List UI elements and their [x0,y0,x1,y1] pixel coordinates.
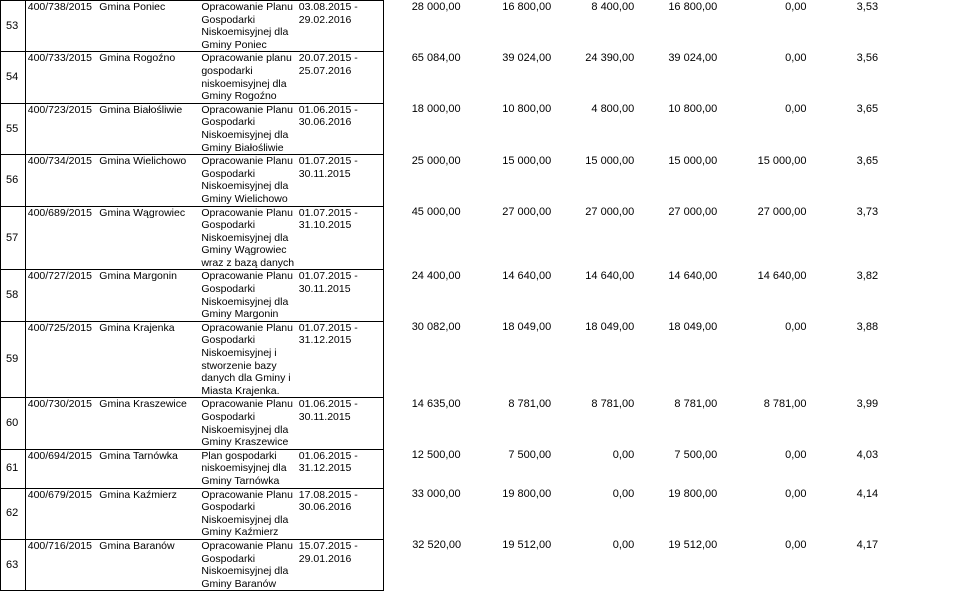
project-title-line: Niskoemisyjnej dla [201,565,289,578]
project-period [297,1,384,52]
project-title-line: niskoemisyjnej dla [201,462,287,475]
project-period [297,488,384,539]
project-title [199,1,296,52]
row-number: 60 [1,398,26,449]
table-row [1,1,960,52]
project-title-line: Gospodarki [201,334,256,347]
project-title-line: Gospodarki [201,116,256,129]
requested-amount: 0,00 [612,539,635,552]
table-row [1,398,960,449]
score: 3,73 [856,206,879,218]
project-title [199,103,296,154]
project-title-line: Niskoemisyjnej i [201,347,277,360]
table-row [1,449,960,488]
project-period-line: 15.07.2015 - [298,539,358,552]
project-title [199,52,296,103]
project-period-line: 03.08.2015 - [298,1,358,13]
grant-amount: 14 640,00 [668,269,718,282]
project-period-line: 01.07.2015 - [298,206,358,219]
score: 4,14 [856,488,879,501]
row-number: 55 [1,103,26,154]
requested-amount: 18 049,00 [585,321,635,334]
project-period [297,270,384,321]
project-period [297,321,384,398]
eligible-cost: 14 640,00 [502,269,552,282]
application-number: 400/727/2015 [25,270,97,321]
project-title-line: Gminy Poniec [201,38,267,51]
eligible-cost: 10 800,00 [502,103,552,116]
project-period-line: 01.07.2015 - [298,321,358,334]
total-cost: 32 520,00 [412,539,462,552]
project-period [297,103,384,154]
application-number: 400/679/2015 [25,488,97,539]
eligible-cost: 39 024,00 [502,51,552,64]
application-number: 400/738/2015 [25,1,97,52]
project-period-line: 31.12.2015 [298,462,352,475]
project-title-line: Gospodarki [201,219,256,232]
project-title-line: Gminy Tarnówka [201,474,280,487]
project-period-line: 01.07.2015 - [298,270,358,283]
loan-amount: 0,00 [785,488,807,501]
project-title-line: Opracowanie Planu [201,539,293,552]
loan-amount: 0,00 [785,51,807,64]
requested-amount: 0,00 [612,449,635,462]
project-title-line: Gminy Białośliwie [201,141,284,154]
project-title [199,321,296,398]
project-period-line: 30.06.2016 [298,501,352,514]
project-title-line: Miasta Krajenka. [201,384,280,397]
project-period-line: 20.07.2015 - [298,52,358,65]
grant-amount: 19 800,00 [668,488,718,501]
loan-amount: 0,00 [785,0,807,13]
requested-amount: 4 800,00 [591,103,635,116]
project-title-line: Gospodarki [201,411,256,423]
table-row [1,488,960,539]
row-number: 61 [1,449,26,488]
total-cost: 30 082,00 [411,321,461,334]
project-period-line: 30.11.2015 [298,411,351,423]
requested-amount: 27 000,00 [585,206,635,218]
loan-amount: 27 000,00 [757,206,807,218]
project-title-line: Gospodarki [201,501,256,514]
project-title-line: Opracowanie Planu [201,1,293,13]
project-title-line: Opracowanie Planu [201,103,293,116]
project-period-line: 31.12.2015 [298,334,352,347]
eligible-cost: 16 800,00 [502,0,552,13]
project-title-line: Gminy Rogoźno [201,90,277,103]
total-cost: 14 635,00 [411,397,461,410]
score: 3,53 [856,0,879,13]
requested-amount: 0,00 [612,488,635,501]
row-number: 57 [1,206,26,270]
table-row [1,321,960,398]
loan-amount: 8 781,00 [763,397,807,410]
eligible-cost: 8 781,00 [508,397,552,410]
project-title-line: Gminy Kraszewice [201,436,289,449]
requested-amount: 8 400,00 [591,0,635,13]
requested-amount: 24 390,00 [585,51,635,64]
applicant-name: Gmina Rogoźno [97,52,199,103]
grant-amount: 19 512,00 [668,539,718,552]
score: 3,56 [856,51,879,64]
project-title-line: Niskoemisyjnej dla [201,26,289,39]
project-title [199,270,296,321]
project-period-line: 25.07.2016 [298,64,352,77]
row-number: 58 [1,270,26,321]
project-title-line: Gospodarki [201,283,256,296]
project-title-line: gospodarki [201,64,253,77]
grant-amount: 16 800,00 [668,0,718,13]
score: 3,65 [856,103,879,116]
project-title-line: wraz z bazą danych [201,256,295,269]
project-title-line: Opracowanie Planu [201,488,293,501]
grant-amount: 18 049,00 [668,321,718,334]
project-period-line: 30.11.2015 [298,283,351,296]
total-cost: 24 400,00 [411,269,461,282]
grant-amount: 27 000,00 [668,206,718,218]
project-period-line: 30.06.2016 [298,116,352,129]
score: 4,03 [856,449,879,462]
applicant-name: Gmina Poniec [97,1,199,52]
project-period-line: 01.06.2015 - [298,398,358,411]
total-cost: 12 500,00 [411,449,461,462]
score: 3,65 [856,154,879,167]
row-number: 56 [1,155,26,206]
loan-amount: 0,00 [785,449,807,462]
project-title [199,539,296,590]
project-title-line: Opracowanie Planu [201,321,293,334]
project-title [199,155,296,206]
project-period [297,539,384,590]
eligible-cost: 15 000,00 [502,154,552,167]
row-number: 62 [1,488,26,539]
project-period [297,206,384,270]
project-title-line: Niskoemisyjnej dla [201,295,289,308]
loan-amount: 0,00 [785,321,807,334]
applicant-name: Gmina Kraszewice [97,398,199,449]
total-cost: 33 000,00 [411,488,461,501]
project-title-line: Opracowanie Planu [201,398,293,411]
project-title-line: Gminy Wielichowo [201,192,288,205]
application-number: 400/694/2015 [25,449,97,488]
project-period [297,52,384,103]
project-title-line: Gospodarki [201,167,256,180]
grant-amount: 7 500,00 [674,449,718,462]
project-title-line: Niskoemisyjnej dla [201,423,289,436]
project-title-line: Plan gospodarki [201,449,277,462]
eligible-cost: 19 512,00 [502,539,552,552]
application-number: 400/723/2015 [25,103,97,154]
applicant-name: Gmina Margonin [97,270,199,321]
requested-amount: 14 640,00 [585,269,635,282]
project-title-line: Opracowanie Planu [201,155,293,168]
eligible-cost: 19 800,00 [502,488,552,501]
project-title-line: stworzenie bazy [201,359,277,372]
total-cost: 45 000,00 [411,206,461,218]
grant-amount: 8 781,00 [674,397,718,410]
project-title-line: niskoemisyjnej dla [201,77,287,90]
project-period [297,398,384,449]
table-row [1,270,960,321]
application-number: 400/733/2015 [25,52,97,103]
loan-amount: 0,00 [785,539,807,552]
application-number: 400/689/2015 [25,206,97,270]
table-row [1,539,960,590]
total-cost: 28 000,00 [411,0,461,13]
eligible-cost: 7 500,00 [508,449,552,462]
total-cost: 65 084,00 [411,51,461,64]
row-number: 59 [1,321,26,398]
total-cost: 18 000,00 [411,103,461,116]
eligible-cost: 18 049,00 [502,321,552,334]
applicant-name: Gmina Wągrowiec [97,206,199,270]
project-title [199,449,296,488]
project-title-line: Gospodarki [201,13,256,26]
applicant-name: Gmina Białośliwie [97,103,199,154]
project-period [297,449,384,488]
project-period-line: 30.11.2015 [298,167,351,180]
project-period-line: 29.02.2016 [298,13,352,26]
row-number: 53 [1,1,26,52]
project-title [199,488,296,539]
project-period-line: 17.08.2015 - [298,488,358,501]
applicant-name: Gmina Wielichowo [97,155,199,206]
table-row [1,103,960,154]
score: 3,99 [856,397,879,410]
total-cost: 25 000,00 [411,154,461,167]
project-title-line: danych dla Gminy i [201,372,291,385]
applicant-name: Gmina Baranów [97,539,199,590]
project-title-line: Niskoemisyjnej dla [201,513,289,526]
application-number: 400/734/2015 [25,155,97,206]
project-title-line: Gminy Margonin [201,308,279,321]
project-period [297,155,384,206]
project-title-line: Niskoemisyjnej dla [201,180,289,193]
project-title-line: Opracowanie Planu [201,206,293,219]
applicant-name: Gmina Tarnówka [97,449,199,488]
row-number: 63 [1,539,26,590]
project-title-line: Gminy Baranów [201,577,277,590]
project-title-line: Gospodarki [201,552,256,565]
project-title-line: Gminy Wągrowiec [201,244,287,257]
table-row [1,155,960,206]
application-number: 400/730/2015 [25,398,97,449]
project-period-line: 31.10.2015 [298,219,352,232]
eligible-cost: 27 000,00 [502,206,552,218]
project-period-line: 01.07.2015 - [298,155,358,168]
grant-amount: 10 800,00 [668,103,718,116]
project-title-line: Gminy Kaźmierz [201,526,279,539]
loan-amount: 14 640,00 [757,269,807,282]
project-title-line: Opracowanie planu [201,52,292,65]
project-title-line: Opracowanie Planu [201,270,293,283]
project-title-line: Niskoemisyjnej dla [201,128,289,141]
table-body [1,1,960,591]
project-period-line: 29.01.2016 [298,552,352,565]
applicant-name: Gmina Kaźmierz [97,488,199,539]
loan-amount: 0,00 [785,103,807,116]
row-number: 54 [1,52,26,103]
applicant-name: Gmina Krajenka [97,321,199,398]
requested-amount: 8 781,00 [591,397,635,410]
score: 3,82 [856,269,879,282]
table-row [1,206,960,270]
loan-amount: 15 000,00 [757,154,807,167]
project-title [199,206,296,270]
application-number: 400/725/2015 [25,321,97,398]
requested-amount: 15 000,00 [585,154,635,167]
project-title-line: Niskoemisyjnej dla [201,231,289,244]
grant-amount: 39 024,00 [668,51,718,64]
application-number: 400/716/2015 [25,539,97,590]
table-row [1,52,960,103]
project-title [199,398,296,449]
score: 4,17 [856,539,879,552]
project-period-line: 01.06.2015 - [298,449,358,462]
project-period-line: 01.06.2015 - [298,103,358,116]
grant-amount: 15 000,00 [668,154,718,167]
score: 3,88 [856,321,879,334]
